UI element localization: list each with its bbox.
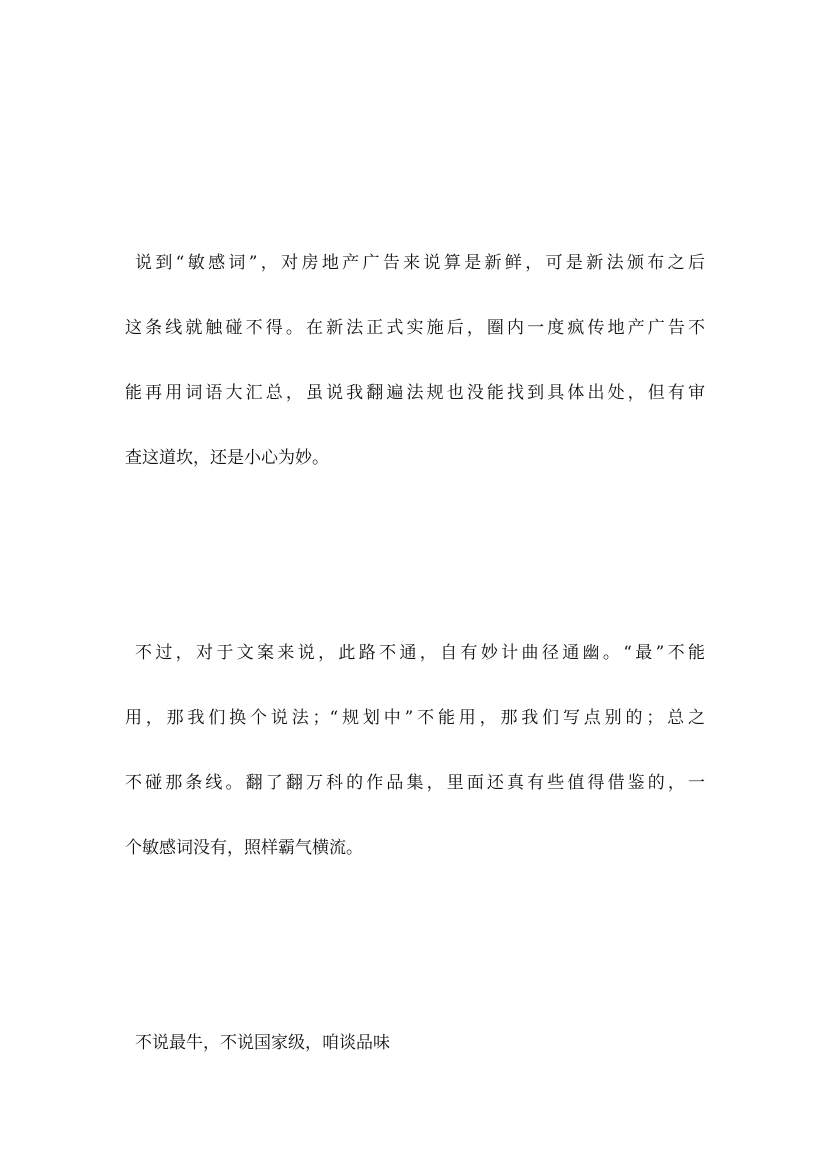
paragraph-line: 说到“敏感词”，对房地产广告来说算是新鲜，可是新法颁布之后 [135,253,705,273]
paragraph-line: 不说最牛，不说国家级，咱谈品味 [135,1033,390,1053]
paragraph-line: 查这道坎，还是小心为妙。 [125,448,329,468]
paragraph-line: 能再用词语大汇总，虽说我翻遍法规也没能找到具体出处，但有审 [125,383,705,403]
paragraph-copywriting [125,642,705,902]
paragraph-sensitive-words [125,252,705,512]
paragraph-line: 不碰那条线。翻了翻万科的作品集，里面还真有些值得借鉴的，一 [125,773,705,793]
paragraph-line: 这条线就触碰不得。在新法正式实施后，圈内一度疯传地产广告不 [125,318,705,338]
paragraph-line: 个敏感词没有，照样霸气横流。 [125,838,363,858]
paragraph-line: 用，那我们换个说法；“规划中”不能用，那我们写点别的；总之 [125,708,705,728]
paragraph-taste [125,1032,705,1097]
paragraph-line: 不过，对于文案来说，此路不通，自有妙计曲径通幽。“最”不能 [135,643,705,663]
